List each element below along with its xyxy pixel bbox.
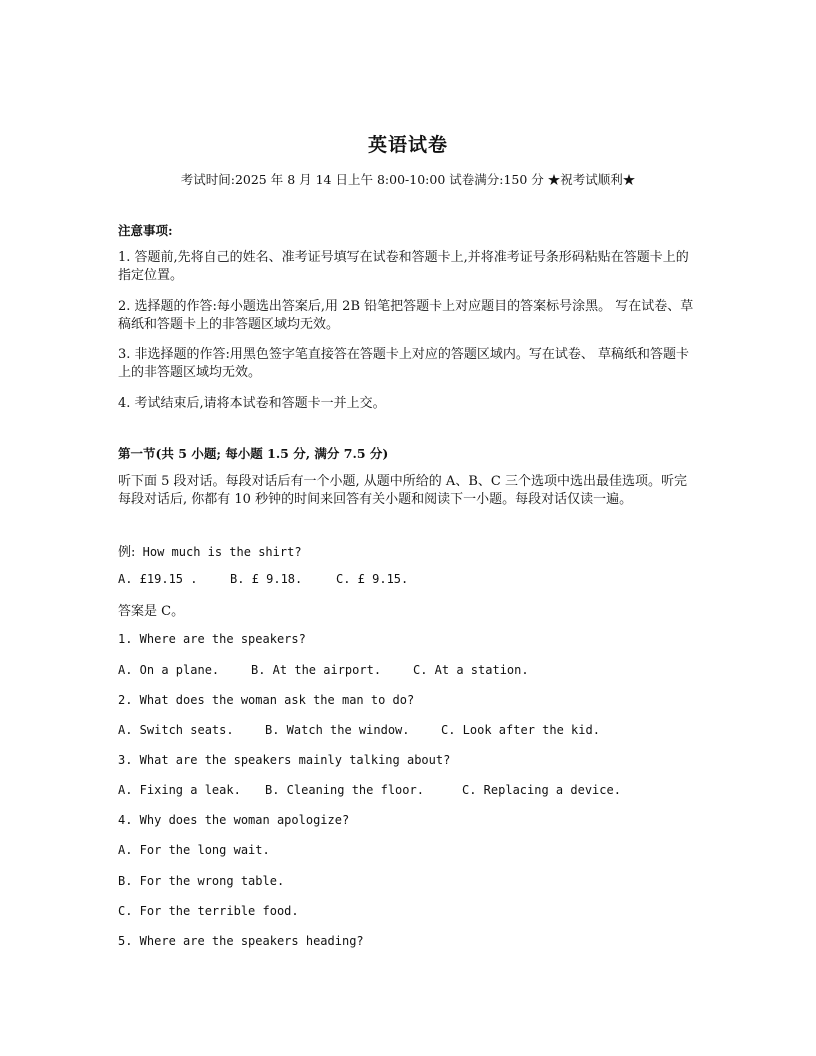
option-a: A. £19.15 .	[118, 572, 198, 586]
question-2-options	[118, 723, 600, 737]
page-title: 英语试卷	[367, 134, 448, 156]
option-c: C. Replacing a device.	[462, 783, 621, 797]
option-a: A. On a plane.	[118, 663, 220, 677]
example-prefix: 例:	[118, 545, 136, 560]
option-b: B. Watch the window.	[265, 723, 410, 737]
section-heading: 第一节(共 5 小题; 每小题 1.5 分, 满分 7.5 分)	[118, 446, 389, 461]
note-item: 4. 考试结束后,请将本试卷和答题卡一并上交。	[118, 396, 386, 411]
option-b: B. At the airport.	[251, 663, 382, 677]
option-c: C. At a station.	[413, 663, 529, 677]
example-question	[118, 541, 302, 560]
question-1-options	[118, 663, 529, 677]
option-a: A. Switch seats.	[118, 723, 234, 737]
question-4: 4. Why does the woman apologize?	[118, 813, 350, 827]
example-question-text: How much is the shirt?	[135, 545, 302, 559]
question-1: 1. Where are the speakers?	[118, 632, 306, 646]
option-c: C. Look after the kid.	[441, 723, 600, 737]
question-2: 2. What does the woman ask the man to do?	[118, 693, 415, 707]
question-3-options	[118, 783, 621, 797]
note-item: 2. 选择题的作答:每小题选出答案后,用 2B 铅笔把答题卡上对应题目的答案标号涂黑。 写在试卷、草稿纸和答题卡上的非答题区域均无效。	[118, 299, 694, 332]
notes-heading: 注意事项:	[118, 223, 173, 238]
example-answer: 答案是 C。	[118, 604, 185, 619]
question-4-option-a: A. For the long wait.	[118, 843, 270, 857]
option-a: A. Fixing a leak.	[118, 783, 241, 797]
question-5: 5. Where are the speakers heading?	[118, 934, 364, 948]
option-b: B. Cleaning the floor.	[265, 783, 424, 797]
note-item: 1. 答题前,先将自己的姓名、准考证号填写在试卷和答题卡上,并将准考证号条形码粘贴在答题卡上的指定位置。	[118, 250, 689, 283]
section-instructions: 听下面 5 段对话。每段对话后有一个小题, 从题中所给的 A、B、C 三个选项中选出最佳选项。听完每段对话后, 你都有 10 秒钟的时间来回答有关小题和阅读下一小题。每段对话仅读一遍。	[118, 474, 687, 507]
question-4-option-c: C. For the terrible food.	[118, 904, 299, 918]
exam-page	[118, 0, 698, 1056]
option-c: C. £ 9.15.	[336, 572, 409, 586]
example-options	[118, 572, 408, 586]
question-4-option-b: B. For the wrong table.	[118, 874, 285, 888]
question-3: 3. What are the speakers mainly talking about?	[118, 753, 451, 767]
option-b: B. £ 9.18.	[230, 572, 303, 586]
note-item: 3. 非选择题的作答:用黑色签字笔直接答在答题卡上对应的答题区域内。写在试卷、 草稿纸和答题卡上的非答题区域均无效。	[118, 347, 690, 380]
exam-info-line: 考试时间:2025 年 8 月 14 日上午 8:00-10:00 试卷满分:150 分 ★祝考试顺利★	[180, 172, 636, 187]
